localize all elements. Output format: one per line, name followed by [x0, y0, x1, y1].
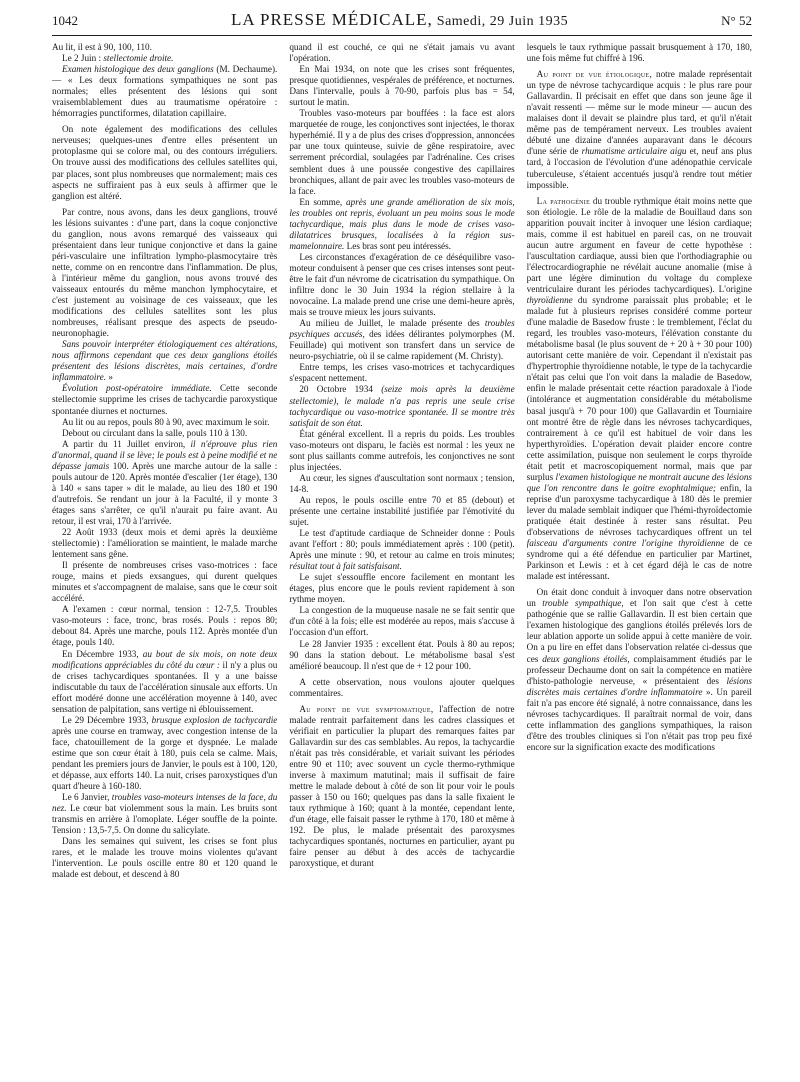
journal-title-line	[231, 10, 568, 30]
paragraph: Le sujet s'essouffle encore facilement en montant les étages, plus encore que le pouls revient rapidement à son rythme moyen.	[289, 572, 515, 605]
paragraph: A l'examen : cœur normal, tension : 12-7,5. Troubles vaso-moteurs : face, tronc, bras rosés. Pouls : repos 80; debout 84. Après une marche, pouls 112. Après montée d'un étage, pouls 140.	[52, 604, 278, 648]
paragraph: Au repos, le pouls oscille entre 70 et 85 (debout) et présente une certaine instabilité justifiée par l'émotivité du sujet.	[289, 494, 515, 528]
journal-title: LA PRESSE MÉDICALE,	[231, 10, 433, 29]
text-columns	[52, 42, 752, 1072]
paragraph: 20 Octobre 1934 (seize mois après la deuxième stellectomie), le malade n'a pas repris une seule crise tachycardique ou vaso-motrice spontanée. Il se montre très satisfait de son état.	[289, 384, 515, 428]
paragraph: On note également des modifications des cellules nerveuses; quelques-unes d'entre elles présentent un protoplasme qui se colore mal, ou des contours irréguliers. On trouve aussi des modifications des cellules satellites qui, par places, sont plus nombreuses que normalement; mais ces aspects ne suffiraient pas à eux seuls à affirmer que le ganglion est altéré.	[52, 124, 278, 201]
paragraph: État général excellent. Il a repris du poids. Les troubles vaso-moteurs ont disparu, le faciès est normal : les yeux ne sont plus saillants comme autrefois, les conjonctives ne sont plus injectées.	[289, 428, 515, 472]
paragraph: Au point de vue symptomatique, l'affection de notre malade rentrait parfaitement dans les cadres classiques et vérifiait en particulier la plupart des remarques faites par Gallavardin sur des cas semblables. Au repos, la tachycardie n'était pas très considérable, et variait suivant les périodes entre 90 et 110; avec souvent un cycle thermo-rythmique inverse à maximum matutinal; mais il suffisait de faire mettre le malade debout à côté de son lit pour voir le pouls passer à 150 ou 160; quelques pas dans la salle fixaient le taux rythmique à 160; quant à la montée, cependant lente, d'un étage, elle faisait passer le rythme à 170, 180 et même à 192. De plus, le malade présentait des paroxysmes tachycardiques spontanés, nocturnes en particulier, ayant pu faire penser au début à des accès de tachycardie paroxystique, et durant	[289, 703, 515, 869]
paragraph: Examen histologique des deux ganglions (M. Dechaume). — « Les deux formations sympathiques ne sont pas normales; elles présentent des lésions qui sont vraisemblablement dues au traumatisme opératoire : hémorragies punctiformes, dilatation capillaire.	[52, 64, 278, 119]
paragraph: quand il est couché, ce qui ne s'était jamais vu avant l'opération.	[289, 42, 515, 64]
paragraph: Par contre, nous avons, dans les deux ganglions, trouvé les lésions suivantes : d'une part, dans la coque conjonctive du ganglion, nous avons remarqué des vaisseaux qui présentaient dans leur tunique conjonctive et dans la gaine péri-vasculaire une infiltration lympho-plasmocytaire très nette, comme on en rencontre dans l'inflammation. De plus, à l'intérieur même du ganglion, nous avons trouvé des vaisseaux entourés du même manchon lymphocytaire, et c'est justement au voisinage de ces vaisseaux, que les modifications des cellules satellites sont les plus nombreuses, réalisant presque des aspects de pseudo-neuronophagie.	[52, 206, 278, 339]
paragraph: lesquels le taux rythmique passait brusquement à 170, 180, une fois même fut chiffré à 196.	[526, 42, 752, 64]
paragraph: Debout ou circulant dans la salle, pouls 110 à 130.	[62, 427, 248, 438]
paragraph: La pathogénie du trouble rythmique était moins nette que son étiologie. Le rôle de la maladie de Bouillaud dans son apparition pouvait inciter à invoquer une lésion cardiaque; mais, comme il est habituel en pareil cas, on ne trouvait aucun autre argument en faveur de cette hypothèse : l'auscultation cardiaque, aussi bien que l'orthodiagraphie ou l'électrocardiographie ne révélait aucune anomalie (mise à part une légère diminution du voltage du complexe ventriculaire durant les périodes tachycardiques). L'origine thyroïdienne du syndrome paraissait plus probable; et le malade fut à plusieurs reprises considéré comme porteur d'une maladie de Basedow fruste : le tremblement, l'éclat du regard, les troubles vaso-moteurs, l'élévation constante du métabolisme basal (le plus souvent de + 20 à + 30 pour 100) autorisant cette manière de voir. Cependant il n'existait pas d'hypertrophie thyroïdienne notable, le type de la tachycardie n'était pas celui que l'on voit dans la maladie de Basedow, enfin le malade présentait cette réaction paradoxale à l'iode (intolérance et augmentation considérable du métabolisme basal jusqu'à + 70 pour 100) que Gallavardin et Tourniaire ont montré être de règle dans les névroses tachycardiques, contrairement à ce qu'il est habituel de voir dans les hyperthyroïdies. L'opération devait plaider encore contre cette assimilation, puisque non seulement le corps thyroïde était petit et macroscopiquement normal, mais que par surplus l'examen histologique ne montrait aucune des lésions que l'on rencontre dans le goitre exophtalmique; enfin, la reprise d'un paroxysme tachycardique à 180 dès le premier lever du malade semblait indiquer que l'hémi-thyroïdectomie pratiquée était destinée à rester sans résultat. Peu d'observations de névroses tachycardiques offrent un tel faisceau d'arguments contre l'origine thyroïdienne de ce syndrome qui a été défendue en particulier par Martinet, Parkinson et Lewis : et à cet égard déjà le cas de notre malade est intéressant.	[526, 195, 752, 582]
issue-number: N° 52	[721, 13, 752, 28]
paragraph: Les circonstances d'exagération de ce déséquilibre vaso-moteur conduisent à penser que ces crises intenses sont peut-être le fait d'un névrome de cicatrisation du sympathique. On infiltre donc le 30 Juin 1934 la région stellaire à la novocaïne. La malade prend une crise une demi-heure après, mais se trouve mieux les jours suivants.	[289, 251, 515, 318]
column-middle	[289, 42, 514, 1072]
paragraph: Au point de vue étiologique, notre malade représentait un type de névrose tachycardique acquis : le plus rare pour Gallavardin. Il précisait en effet que dans son jeune âge il n'avait ressenti — même sur le mode mineur — aucun des malaises dont il devait se plaindre plus tard, et qu'il n'était même pas de tempérament nerveux. Les troubles avaient débuté une dizaine d'années auparavant dans le décours d'une série de rhumatisme articulaire aigu et, neuf ans plus tard, à l'occasion de l'évolution d'une adénopathie cervicale tuberculeuse, s'étaient accentués jusqu'à rendre tout métier impossible.	[526, 69, 752, 190]
running-header	[52, 10, 752, 36]
paragraph: Sans pouvoir interpréter étiologiquement ces altérations, nous affirmons cependant que ces deux ganglions étoilés présentent des lésions discrètes, mais certaines, d'ordre inflammatoire. »	[52, 339, 278, 383]
paragraph: Le test d'aptitude cardiaque de Schneider donne : Pouls avant l'effort : 80; pouls immédiatement après : 100 (petit). Après une minute : 90, et retour au calme en trois minutes; résultat tout à fait satisfaisant.	[289, 528, 515, 572]
paragraph: Le 2 Juin : stellectomie droite.	[62, 53, 174, 64]
paragraph: A cette observation, nous voulons ajouter quelques commentaires.	[289, 676, 515, 698]
paragraph: Entre temps, les crises vaso-motrices et tachycardiques s'espacent nettement.	[289, 362, 515, 384]
paragraph: Au lit, il est à 90, 100, 110.	[52, 42, 152, 52]
page-number: 1042	[52, 13, 78, 28]
paragraph: Au lit ou au repos, pouls 80 à 90, avec maximum le soir.	[62, 416, 270, 427]
paragraph: A partir du 11 Juillet environ, il n'éprouve plus rien d'anormal, quand il se lève; le pouls est à peine modifié et ne dépasse jamais 100. Après une marche autour de la salle : pouls autour de 120. Après montée d'escalier (1er étage), 130 à 140 « sans taper » dit le malade, au lieu des 180 et 190 d'autrefois. Se rendant un jour à la Faculté, il y monte 3 étages sans s'arrêter, ce qu'il n'aurait pu faire avant. Au retour, il est vrai, 170 à l'arrivée.	[52, 438, 278, 526]
paragraph: Au milieu de Juillet, le malade présente des troubles psychiques accusés, des idées délirantes polymorphes (M. Feuillade) qui motivent son transfert dans un service de neuro-psychiatrie, où il se calme rapidement (M. Christy).	[289, 318, 515, 362]
paragraph: Le 29 Décembre 1933, brusque explosion de tachycardie après une course en tramway, avec congestion intense de la face, chatouillement de la gorge et dyspnée. Le malade estime que son cœur était à 180, puis cela se calme. Mais, pendant les premiers jours de Janvier, le pouls est à 100, 120, et dépasse, aux efforts 140. La nuit, crises paroxystiques d'un quart d'heure à 160-180.	[52, 714, 278, 792]
paragraph: Au cœur, les signes d'auscultation sont normaux ; tension, 14-8.	[289, 472, 515, 494]
issue-date: Samedi, 29 Juin 1935	[436, 14, 569, 29]
paragraph: En Mai 1934, on note que les crises sont fréquentes, presque quotidiennes, vespérales de préférence, et nocturnes. Dans l'intervalle, pouls à 70-90, parfois plus bas = 54, surtout le matin.	[289, 64, 515, 108]
paragraph: Dans les semaines qui suivent, les crises se font plus rares, et le malade les trouve moins violentes qu'avant l'intervention. Le pouls oscille entre 80 et 120 quand le malade est debout, et descend à 80	[52, 836, 278, 880]
paragraph: Le 6 Janvier, troubles vaso-moteurs intenses de la face, du nez. Le cœur bat violemment sous la main. Les bruits sont transmis en arrière à l'omoplate. Léger souffle de la pointe. Tension : 13,5-7,5. On donne du salicylate.	[52, 792, 278, 836]
column-right	[527, 42, 752, 1072]
paragraph: 22 Août 1933 (deux mois et demi après la deuxième stellectomie) : l'amélioration se maintient, le malade marche lentement sans gêne.	[52, 527, 278, 560]
column-left	[52, 42, 277, 1072]
paragraph: En somme, après une grande amélioration de six mois, les troubles ont repris, évoluant un peu moins sous le mode tachycardique, mais plus dans le mode de crises vaso-dilatatrices brusques, localisées à la région sus-mamelonnaire. Les bras sont peu intéressés.	[289, 196, 515, 251]
paragraph: Le 28 Janvier 1935 : excellent état. Pouls à 80 au repos; 90 dans la station debout. Le métabolisme basal s'est amélioré beaucoup. Il n'est que de + 12 pour 100.	[289, 638, 515, 671]
paragraph: La congestion de la muqueuse nasale ne se fait sentir que d'un côté à la fois; elle est modérée au repos, mais s'accuse à l'occasion d'un effort.	[289, 605, 515, 638]
paragraph: On était donc conduit à invoquer dans notre observation un trouble sympathique, et l'on sait que c'est à cette pathogénie que se rallie Gallavardin. Il est bien certain que l'examen histologique des ganglions étoilés prélevés lors de leur ablation apporte un solide appui à cette manière de voir. On a pu lire en effet dans l'observation relatée ci-dessus que ces deux ganglions étoilés, complaisamment étudiés par le professeur Dechaume dont on sait la compétence en matière d'histo-pathologie nerveuse, « présentaient des lésions discrètes mais certaines d'ordre inflammatoire ». Un pareil fait n'a pas encore été signalé, à notre connaissance, dans les névroses tachycardiques. Il paraîtrait normal de voir, dans cette inflammation des ganglions sympathiques, la raison d'être des troubles cliniques si l'on n'était pas trop peu fixé encore sur la signification exacte des modifications	[526, 587, 752, 752]
paragraph: Troubles vaso-moteurs par bouffées : la face est alors marquetée de rouge, les conjonctives sont injectées, le thorax hyperhémié. Il y a de plus des crises d'oppression, annoncées par une toux quinteuse, suivie de gêne respiratoire, avec serrement précordial, soulagées par l'adrénaline. Ces crises semblent dues à une poussée congestive des capillaires bronchiques, allant de pair avec les troubles vaso-moteurs de la face.	[289, 108, 515, 196]
paragraph: En Décembre 1933, au bout de six mois, on note deux modifications appréciables du côté du cœur : il n'y a plus ou de crises tachycardiques spontanées. Il y a une baisse indiscutable du taux de l'accélération sinusale aux efforts. Un effort modéré donne une accélération moyenne à 140, avec sensation de palpitation, sans vertige ni éblouissement.	[52, 648, 278, 714]
paragraph: Évolution post-opératoire immédiate. Cette seconde stellectomie supprime les crises de tachycardie paroxystique spontanée diurnes et nocturnes.	[52, 383, 278, 416]
paragraph: Il présente de nombreuses crises vaso-motrices : face rouge, mains et pieds exsangues, qui durent quelques minutes et s'accompagnent de malaise, sans que le cœur soit accéléré.	[52, 560, 278, 604]
